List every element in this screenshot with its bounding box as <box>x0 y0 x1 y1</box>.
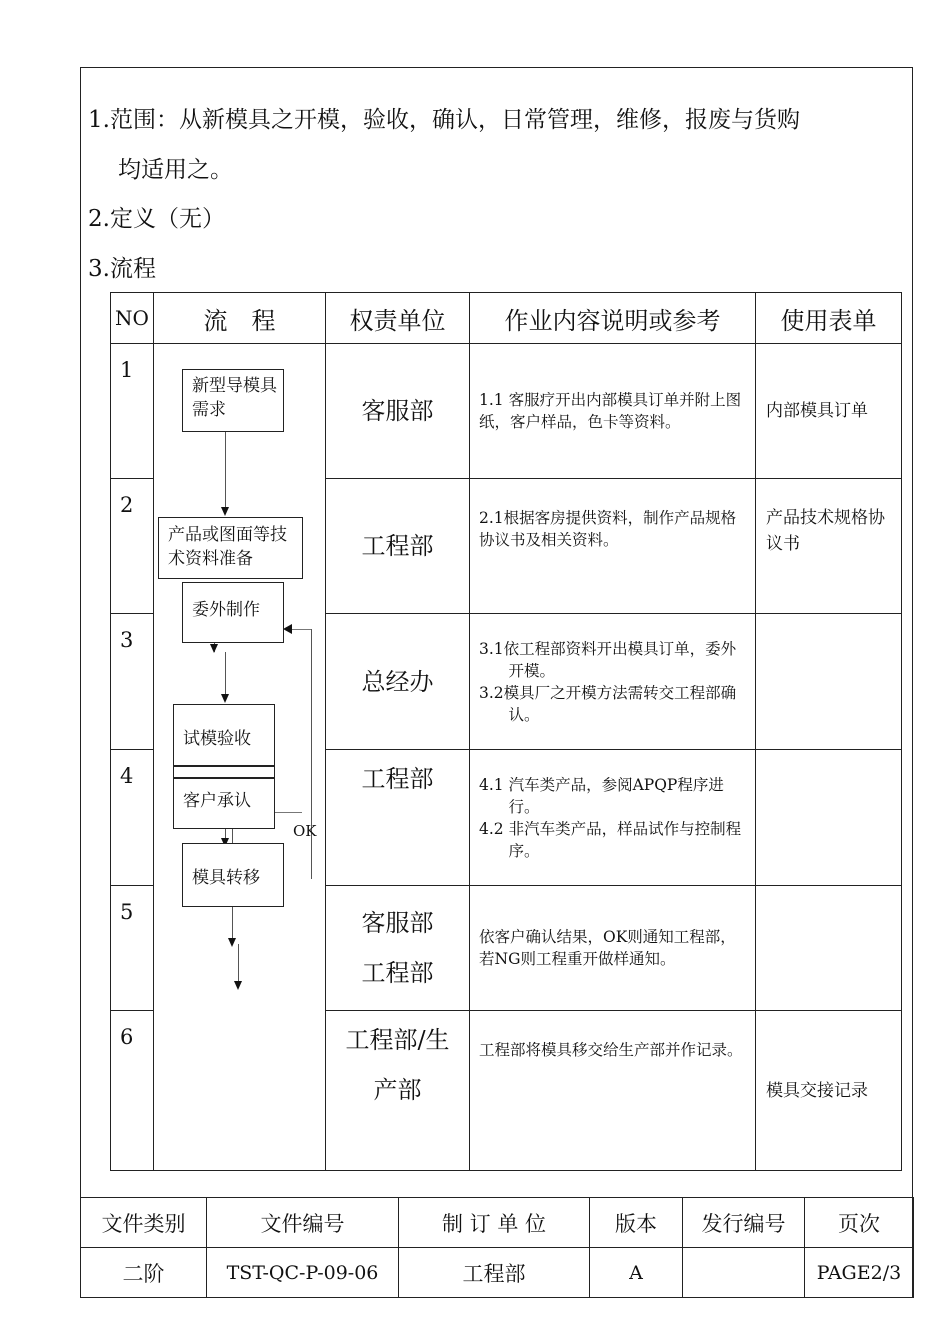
table-header-row <box>111 293 902 344</box>
process-line: 3.流程 <box>88 256 156 282</box>
header-no: NO <box>111 293 154 344</box>
header-form: 使用表单 <box>756 293 902 344</box>
header-flow: 流 程 <box>154 293 326 344</box>
footer-issue-no <box>683 1248 805 1298</box>
row-no: 2 <box>111 479 154 614</box>
footer-version: A <box>590 1248 683 1298</box>
footer-header-row <box>81 1198 914 1248</box>
flow-box-transfer: 模具转移 <box>182 843 284 907</box>
footer-table <box>80 1197 914 1298</box>
header-unit: 权责单位 <box>326 293 470 344</box>
row-no: 6 <box>111 1011 154 1171</box>
row-no: 5 <box>111 886 154 1011</box>
row-desc: 3.1依工程部资料开出模具订单，委外开模。 3.2模具厂之开模方法需转交工程部确认。 <box>470 614 756 750</box>
footer-issue-no-label: 发行编号 <box>683 1198 805 1248</box>
footer-doc-type: 二阶 <box>81 1248 207 1298</box>
flow-box-outsource: 委外制作 <box>182 582 284 643</box>
row-no: 1 <box>111 344 154 479</box>
footer-value-row <box>81 1248 914 1298</box>
footer-doc-no-label: 文件编号 <box>207 1198 399 1248</box>
flow-box-divider <box>173 766 275 778</box>
row-desc: 2.1根据客房提供资料，制作产品规格协议书及相关资料。 <box>470 479 756 614</box>
ok-label: OK <box>293 822 317 840</box>
scope-line: 1.范围：从新模具之开模，验收，确认，日常管理，维修，报废与货购 <box>88 107 800 133</box>
row-form <box>756 886 902 1011</box>
scope-line-cont: 均适用之。 <box>118 157 233 183</box>
flow-box-trial: 试模验收 <box>173 704 275 766</box>
row-desc: 1.1 客服疗开出内部模具订单并附上图纸，客户样品，色卡等资料。 <box>470 344 756 479</box>
definition-line: 2.定义（无） <box>88 206 225 232</box>
footer-page: PAGE2/3 <box>805 1248 914 1298</box>
row-form <box>756 614 902 750</box>
row-unit: 工程部/生 产部 <box>326 1011 470 1171</box>
row-form <box>756 750 902 886</box>
footer-version-label: 版本 <box>590 1198 683 1248</box>
footer-doc-no: TST-QC-P-09-06 <box>207 1248 399 1298</box>
row-desc: 依客户确认结果，OK则通知工程部，若NG则工程重开做样通知。 <box>470 886 756 1011</box>
row-no: 4 <box>111 750 154 886</box>
flow-box-tech-prep: 产品或图面等技术资料准备 <box>158 517 303 579</box>
table-row <box>111 344 902 479</box>
row-unit: 工程部 <box>326 479 470 614</box>
row-no: 3 <box>111 614 154 750</box>
footer-page-label: 页次 <box>805 1198 914 1248</box>
row-desc: 工程部将模具移交给生产部并作记录。 <box>470 1011 756 1171</box>
row-unit: 客服部 <box>326 344 470 479</box>
flow-chart-cell <box>154 344 326 1171</box>
row-form: 内部模具订单 <box>756 344 902 479</box>
footer-doc-type-label: 文件类别 <box>81 1198 207 1248</box>
footer-dept-label: 制 订 单 位 <box>399 1198 590 1248</box>
row-form: 模具交接记录 <box>756 1011 902 1171</box>
row-unit: 总经办 <box>326 614 470 750</box>
row-unit: 工程部 <box>326 750 470 886</box>
flow-box-demand: 新型导模具需求 <box>182 369 284 432</box>
footer-dept: 工程部 <box>399 1248 590 1298</box>
row-unit: 客服部 工程部 <box>326 886 470 1011</box>
header-desc: 作业内容说明或参考 <box>470 293 756 344</box>
flow-box-approval: 客户承认 <box>173 778 275 829</box>
row-form: 产品技术规格协议书 <box>756 479 902 614</box>
row-desc: 4.1 汽车类产品，参阅APQP程序进行。 4.2 非汽车类产品，样品试作与控制程序。 <box>470 750 756 886</box>
process-table <box>110 292 902 1171</box>
